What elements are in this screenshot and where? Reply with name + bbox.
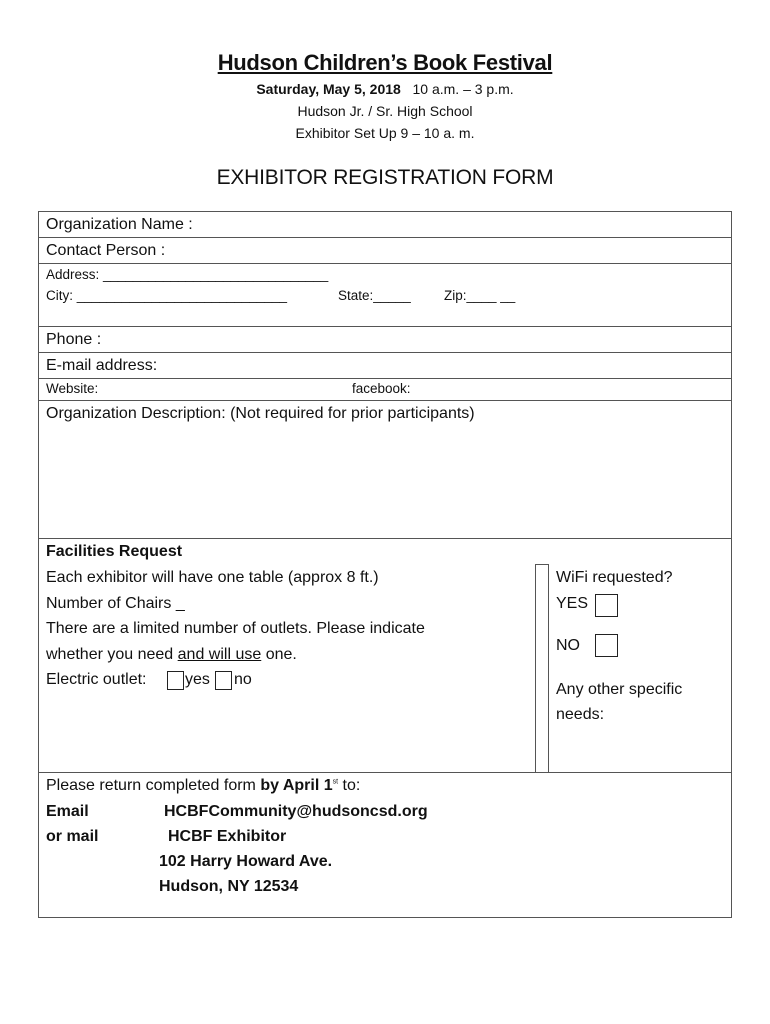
city-field[interactable]: City: ____________________________ xyxy=(46,288,287,303)
wifi-requested-label: WiFi requested? xyxy=(556,569,673,586)
wifi-yes-checkbox[interactable] xyxy=(595,594,618,617)
website-field[interactable]: Website: xyxy=(46,381,99,396)
electric-yes-label: yes xyxy=(185,671,210,688)
organization-description-field[interactable]: Organization Description: (Not required for prior participants) xyxy=(46,405,475,422)
column-divider xyxy=(535,564,536,773)
zip-field[interactable]: Zip:____ __ xyxy=(444,288,516,303)
column-divider xyxy=(548,564,549,773)
phone-field[interactable]: Phone : xyxy=(46,331,102,348)
table-border-left xyxy=(38,211,39,918)
exhibitor-setup-time: Exhibitor Set Up 9 – 10 a. m. xyxy=(295,125,475,141)
electric-outlet-label: Electric outlet: xyxy=(46,671,147,688)
email-label: Email xyxy=(46,803,89,820)
row-divider xyxy=(38,538,732,539)
row-divider xyxy=(38,263,732,264)
mail-city: Hudson, NY 12534 xyxy=(159,878,299,895)
wifi-yes-label: YES xyxy=(556,595,589,612)
event-date: Saturday, May 5, 2018 xyxy=(256,81,401,97)
table-border-right xyxy=(731,211,732,918)
facilities-table-note: Each exhibitor will have one table (approx 8 ft.) xyxy=(46,569,379,586)
email-field[interactable]: E-mail address: xyxy=(46,357,158,374)
page-title: Hudson Children’s Book Festival xyxy=(217,50,553,75)
mail-label: or mail xyxy=(46,828,99,845)
table-border-bottom xyxy=(38,917,732,918)
contact-email-link[interactable]: HCBFCommunity@hudsoncsd.org xyxy=(164,803,428,820)
electric-yes-checkbox[interactable] xyxy=(167,671,184,690)
address-field[interactable]: Address: ______________________________ xyxy=(46,267,329,282)
other-needs-label-line1: Any other specific xyxy=(556,681,683,698)
event-time: 10 a.m. – 3 p.m. xyxy=(412,81,514,97)
facebook-field[interactable]: facebook: xyxy=(352,381,411,396)
form-title: EXHIBITOR REGISTRATION FORM xyxy=(216,166,554,189)
wifi-no-checkbox[interactable] xyxy=(595,634,618,657)
outlets-note-line1: There are a limited number of outlets. Please indicate xyxy=(46,620,425,637)
row-divider xyxy=(38,237,732,238)
electric-no-checkbox[interactable] xyxy=(215,671,232,690)
other-needs-label-line2[interactable]: needs: xyxy=(556,706,605,723)
wifi-no-label: NO xyxy=(556,637,580,654)
row-divider xyxy=(38,326,732,327)
row-divider xyxy=(38,352,732,353)
chairs-count-field[interactable]: Number of Chairs _ xyxy=(46,595,185,612)
facilities-heading: Facilities Request xyxy=(46,543,183,560)
contact-person-field[interactable]: Contact Person : xyxy=(46,242,166,259)
electric-no-label: no xyxy=(234,671,252,688)
row-divider xyxy=(38,378,732,379)
event-date-line xyxy=(0,81,770,97)
column-divider-cap xyxy=(535,564,549,565)
state-field[interactable]: State:_____ xyxy=(338,288,411,303)
organization-name-field[interactable]: Organization Name : xyxy=(46,216,193,233)
table-border-top xyxy=(38,211,732,212)
return-instructions: Please return completed form by April 1st to: xyxy=(46,777,361,794)
mail-recipient: HCBF Exhibitor xyxy=(168,828,287,845)
mail-street: 102 Harry Howard Ave. xyxy=(159,853,333,870)
row-divider xyxy=(38,400,732,401)
outlets-note-line2: whether you need and will use one. xyxy=(46,646,297,663)
row-divider xyxy=(38,772,732,773)
event-venue: Hudson Jr. / Sr. High School xyxy=(297,103,473,119)
